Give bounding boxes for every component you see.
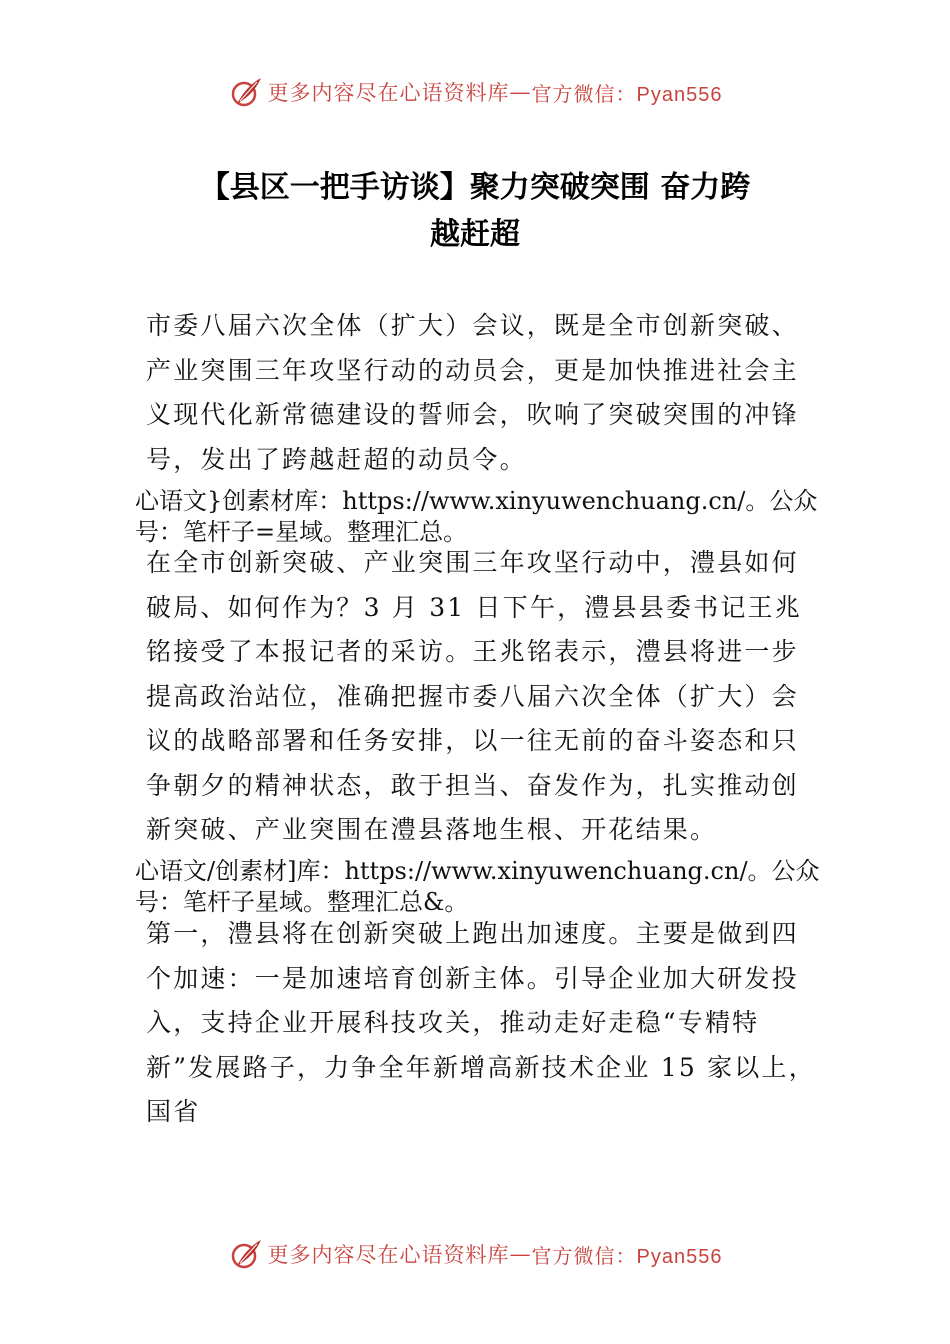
body-paragraph-2: 在全市创新突破、产业突围三年攻坚行动中，澧县如何破局、如何作为？3 月 31 日下午，澧县县委书记王兆铭接受了本报记者的采访。王兆铭表示，澧县将进一步提高政治站位，准确把握市委八届六次全体（扩大）会议的战略部署和任务安排，以一往无前的奋斗姿态和只争朝夕的精神状态，敢于担当、奋发作为，扎实推动创新突破、产业突围在澧县落地生根、开花结果。 — [146, 548, 802, 844]
header-banner — [0, 72, 950, 112]
feather-quill-icon — [228, 74, 264, 110]
banner-contact-text: 官方微信：Pyan556 — [531, 1245, 723, 1268]
title-line-1: 【县区一把手访谈】聚力突破突围 奋力跨 — [199, 170, 751, 205]
feather-quill-icon — [228, 1236, 264, 1272]
title-line-2: 越赶超 — [430, 217, 520, 252]
banner-separator: — — [509, 80, 532, 104]
banner-brand-text: 更多内容尽在心语资料库 — [267, 1243, 510, 1267]
source-note-2: 心语文/创素材]库：https://www.xinyuwenchuang.cn/。公众号：笔杆子星域。整理汇总&。 — [135, 857, 820, 916]
banner-separator: — — [509, 1242, 532, 1266]
body-paragraph-1: 市委八届六次全体（扩大）会议，既是全市创新突破、产业突围三年攻坚行动的动员会，更是加快推进社会主义现代化新常德建设的誓师会，吹响了突破突围的冲锋号，发出了跨越赶超的动员令。 — [146, 311, 799, 474]
banner-brand-text: 更多内容尽在心语资料库 — [267, 81, 510, 105]
body-paragraph-3: 第一，澧县将在创新突破上跑出加速度。主要是做到四个加速：一是加速培育创新主体。引导企业加大研发投入，支持企业开展科技攻关，推动走好走稳“专精特新”发展路子，力争全年新增高新技术企业 15 家以上，国省 — [146, 919, 816, 1126]
article-title — [120, 164, 830, 258]
banner-contact-text: 官方微信：Pyan556 — [531, 83, 723, 106]
footer-banner — [0, 1234, 950, 1274]
source-note-1: 心语文}创素材库：https://www.xinyuwenchuang.cn/。公众号：笔杆子=星域。整理汇总。 — [135, 487, 818, 546]
